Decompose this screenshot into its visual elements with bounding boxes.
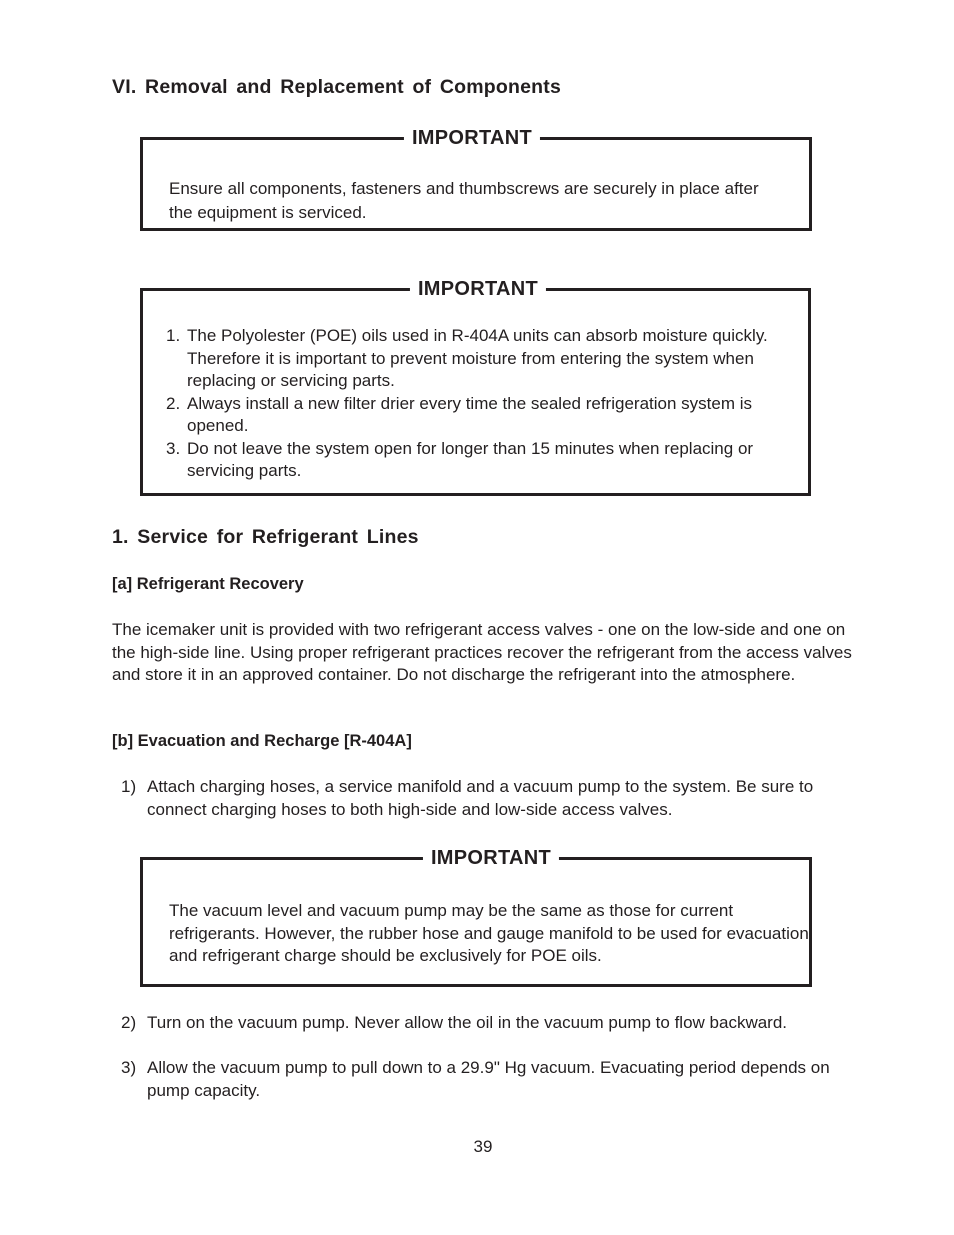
subsection-heading-a: [a] Refrigerant Recovery: [112, 575, 304, 593]
page-title: VI. Removal and Replacement of Components: [112, 76, 562, 98]
important-box-2: [140, 278, 811, 496]
step-list-3: [121, 1057, 856, 1102]
list-item: 1. The Polyolester (POE) oils used in R-404A units can absorb moisture quickly. Therefore it is important to prevent moisture from entering the system when replacing or servicing parts.: [166, 326, 768, 390]
step-list-2: [121, 1012, 856, 1035]
important-box-2-list: [166, 325, 791, 483]
list-item: 2. Always install a new filter drier every time the sealed refrigeration system is opened.: [166, 393, 752, 435]
step-item: 3) Allow the vacuum pump to pull down to a 29.9" Hg vacuum. Evacuating period depends on pump capacity.: [121, 1058, 830, 1100]
section-heading: 1. Service for Refrigerant Lines: [112, 526, 419, 548]
important-box-3-title: IMPORTANT: [423, 845, 559, 871]
important-box-1-text: Ensure all components, fasteners and thumbscrews are securely in place after the equipment is serviced.: [169, 179, 759, 222]
list-item: 3. Do not leave the system open for longer than 15 minutes when replacing or servicing parts.: [166, 438, 754, 480]
step-list-1: [121, 776, 856, 821]
subsection-heading-b: [b] Evacuation and Recharge [R-404A]: [112, 732, 412, 750]
important-box-1: [140, 127, 812, 231]
step-item: 1) Attach charging hoses, a service manifold and a vacuum pump to the system. Be sure to connect charging hoses to both high-side and low-side access valves.: [121, 777, 814, 819]
important-box-3-text: The vacuum level and vacuum pump may be the same as those for current refrigerants. However, the rubber hose and gauge manifold to be used for evacuation and refrigerant charge should be exclusively for POE oils.: [169, 901, 809, 965]
recovery-paragraph: The icemaker unit is provided with two refrigerant access valves - one on the low-side and one on the high-side line. Using proper refrigerant practices recover the refrigerant from the access valves and store it in an approved container. Do not discharge the refrigerant into the atmosphere.: [112, 620, 852, 684]
important-box-3: [140, 847, 812, 987]
important-box-2-title: IMPORTANT: [410, 276, 546, 302]
important-box-1-title: IMPORTANT: [404, 125, 540, 151]
page-number: 39: [473, 1137, 493, 1156]
step-item: 2) Turn on the vacuum pump. Never allow the oil in the vacuum pump to flow backward.: [121, 1013, 788, 1032]
